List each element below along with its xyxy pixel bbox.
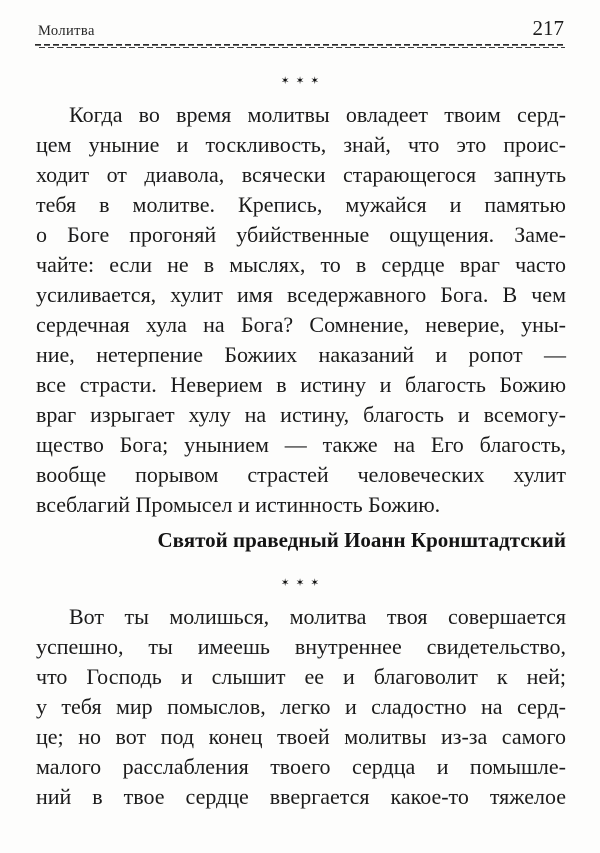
asterisks-divider-icon: ✶✶✶ [280, 75, 326, 87]
text-line: Когда во время молитвы овладеет твоим серд- [69, 102, 566, 127]
text-line: ходит от диавола, всячески старающегося запнуть [36, 162, 566, 187]
text-line: враг изрыгает хулу на истину, благость и всемогу- [36, 402, 566, 427]
text-line: о Боге прогоняй убийственные ощущения. Заме- [36, 222, 566, 247]
asterisks-divider-icon: ✶✶✶ [280, 577, 326, 589]
text-line: у тебя мир помыслов, легко и сладостно на серд- [36, 694, 566, 719]
text-line: це; но вот под конец твоей молитвы из-за самого [36, 724, 566, 749]
text-line: тебя в молитве. Крепись, мужайся и памятью [36, 192, 566, 217]
running-title: Молитва [38, 23, 95, 39]
text-line: ний в твое сердце ввергается какое-то тяжелое [36, 784, 566, 809]
text-line: Вот ты молишься, молитва твоя совершается [69, 604, 566, 629]
text-line: чайте: если не в мыслях, то в сердце враг часто [36, 252, 566, 277]
text-line: все страсти. Неверием в истину и благость Божию [36, 372, 566, 397]
page-number: 217 [532, 16, 564, 40]
header-divider-dashed-rule [35, 44, 565, 50]
text-line: малого расслабления твоего сердца и помышле- [36, 754, 566, 779]
text-line: всеблагий Промысел и истинность Божию. [36, 492, 441, 517]
text-line: успешно, ты имеешь внутреннее свидетельство, [36, 634, 566, 659]
text-line: ние, нетерпение Божиих наказаний и ропот — [36, 342, 566, 367]
text-line: сердечная хула на Бога? Сомнение, неверие, уны- [36, 312, 566, 337]
text-line: щество Бога; унынием — также на Его благость, [36, 432, 566, 457]
author-attribution: Святой праведный Иоанн Кронштадтский [157, 528, 566, 552]
text-line: что Господь и слышит ее и благоволит к ней; [36, 664, 566, 689]
page-header [0, 0, 600, 41]
text-line: вообще порывом страстей человеческих хулит [36, 462, 566, 487]
paragraph-1 [36, 100, 566, 520]
text-line: усиливается, хулит имя вседержавного Бога. В чем [36, 282, 566, 307]
paragraph-2 [36, 602, 566, 812]
text-line: цем уныние и тоскливость, знай, что это проис- [36, 132, 566, 157]
